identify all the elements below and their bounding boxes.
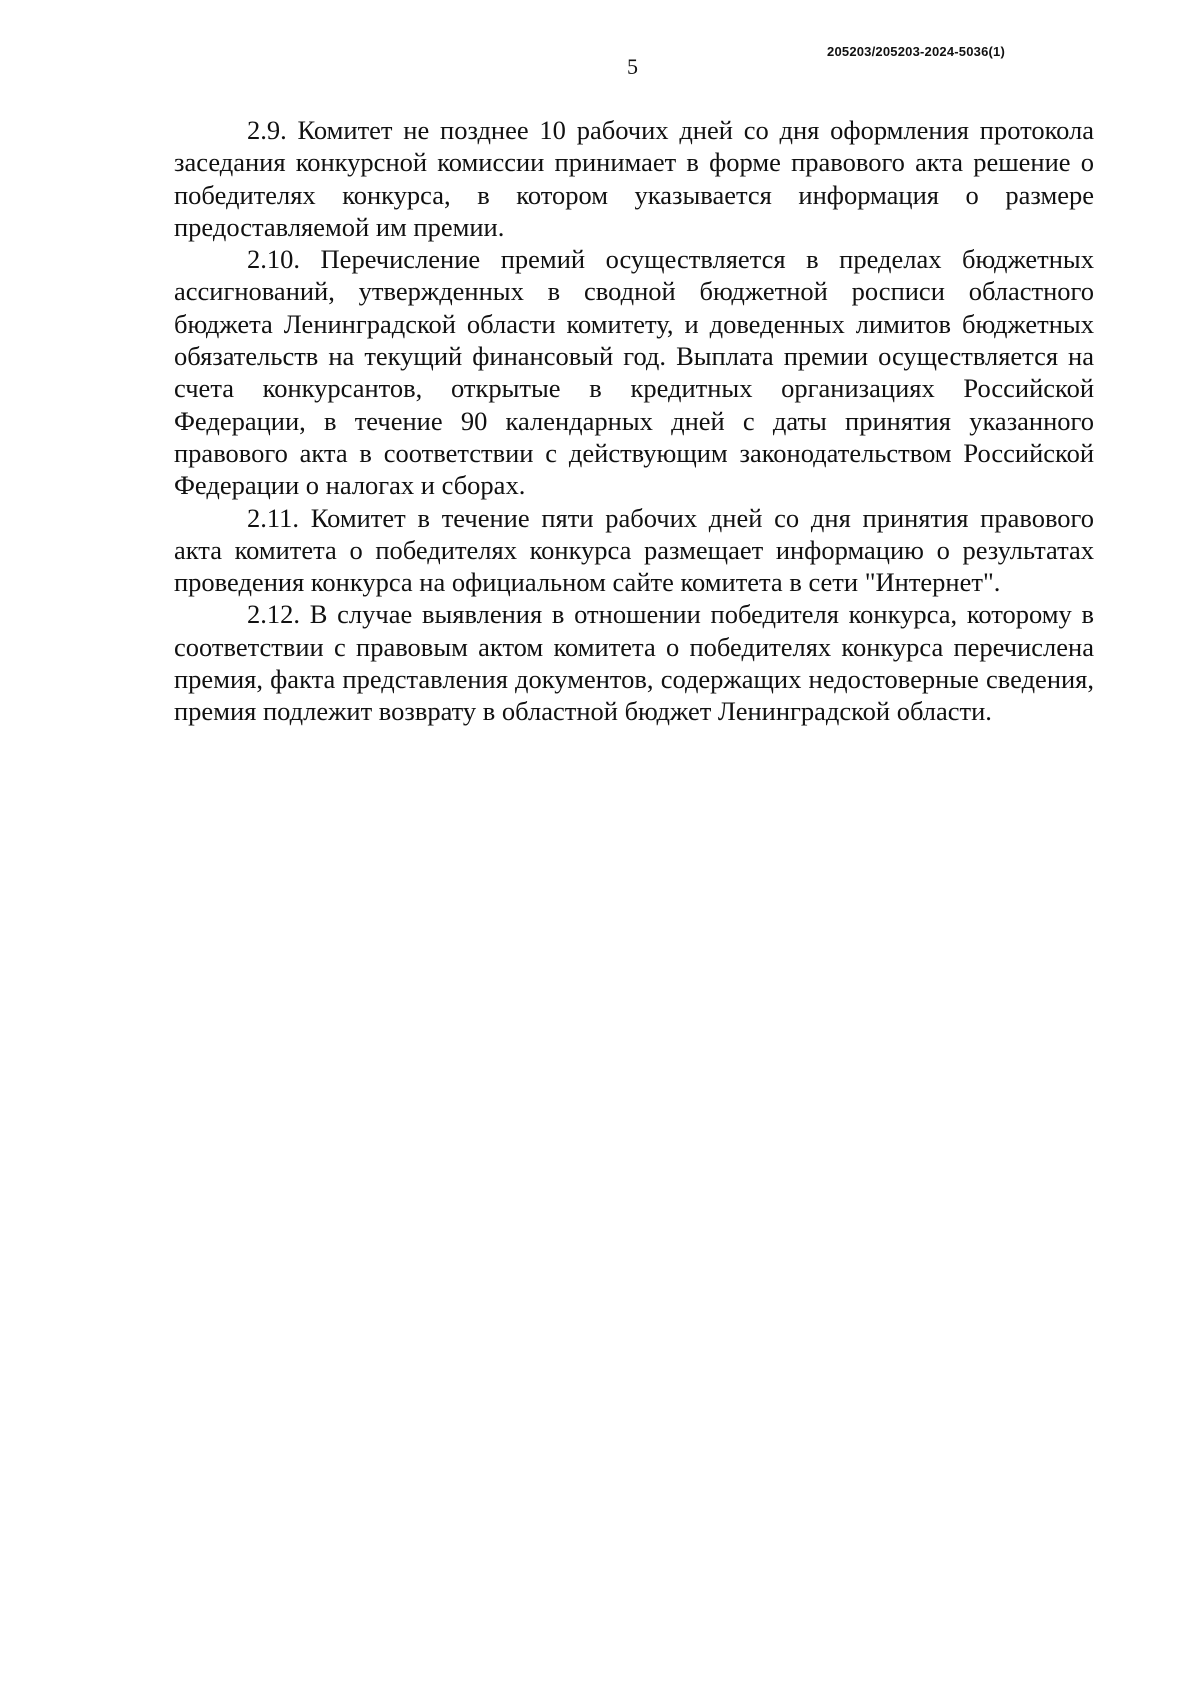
- page-number: 5: [627, 54, 638, 79]
- document-body: [174, 114, 1094, 728]
- paragraph-2-12: 2.12. В случае выявления в отношении победителя конкурса, которому в соответствии с правовым актом комитета о победителях конкурса перечислена премия, факта представления документов, содержащих недостоверные сведения, премия подлежит возврату в областной бюджет Ленинградской области.: [174, 599, 1094, 727]
- document-id: 205203/205203-2024-5036(1): [827, 44, 1005, 59]
- paragraph-2-11: 2.11. Комитет в течение пяти рабочих дней со дня принятия правового акта комитета о победителях конкурса размещает информацию о результатах проведения конкурса на официальном сайте комитета в сети "Интернет".: [174, 502, 1094, 598]
- paragraph-2-10: 2.10. Перечисление премий осуществляется в пределах бюджетных ассигнований, утвержденных в сводной бюджетной росписи областного бюджета Ленинградской области комитету, и доведенных лимитов бюджетных обязательств на текущий финансовый год. Выплата премии осуществляется на счета конкурсантов, открытые в кредитных организациях Российской Федерации, в течение 90 календарных дней с даты принятия указанного правового акта в соответствии с действующим законодательством Российской Федерации о налогах и сборах.: [174, 244, 1094, 501]
- paragraph-2-9: 2.9. Комитет не позднее 10 рабочих дней со дня оформления протокола заседания конкурсной комиссии принимает в форме правового акта решение о победителях конкурса, в котором указывается информация о размере предоставляемой им премии.: [174, 115, 1094, 242]
